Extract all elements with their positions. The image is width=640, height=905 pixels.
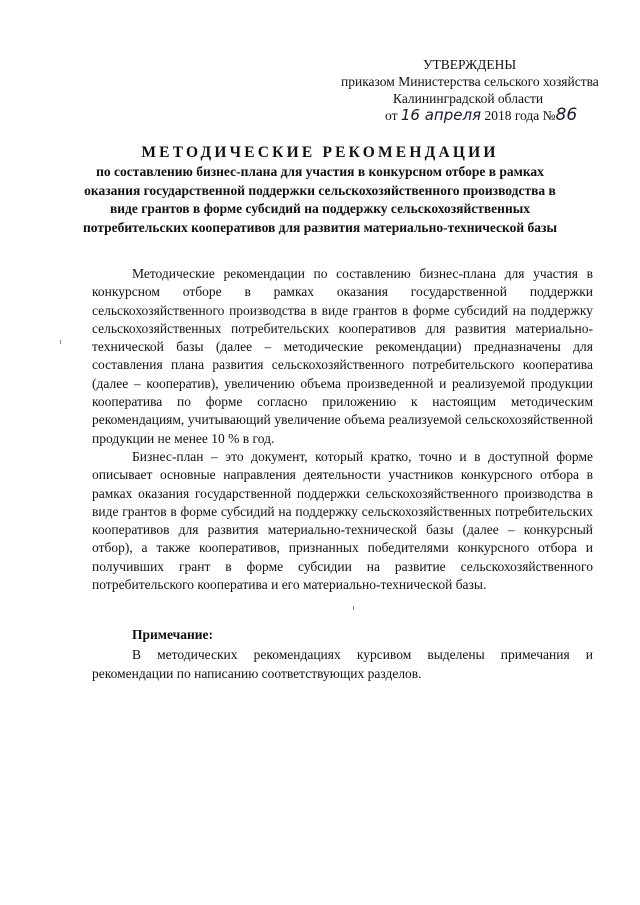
document-subtitle: по составлению бизнес-плана для участия в конкурсном отборе в рамках оказания государственной поддержки сельскохозяйственного производства в виде грантов в форме субсидий на поддержку сельскохозяйственных потребительских кооперативов для развития материально-технической базы xyxy=(83,164,557,235)
scan-speck xyxy=(60,340,61,344)
document-title: МЕТОДИЧЕСКИЕ РЕКОМЕНДАЦИИ xyxy=(141,144,499,161)
document-body xyxy=(92,265,593,594)
approval-date-line xyxy=(335,107,605,124)
approval-heading: УТВЕРЖДЕНЫ xyxy=(423,57,517,72)
body-paragraph-1: Методические рекомендации по составлению бизнес-плана для участия в конкурсном отборе в рамках оказания государственной поддержки сельскохозяйственного производства в виде грантов в форме субсидий на поддержку сельскохозяйственных потребительских кооперативов для развития материально-технической базы (далее – методические рекомендации) предназначены для составления плана развития сельскохозяйственного потребительского кооператива (далее – кооператив), увеличению объема произведенной и реализуемой продукции кооператива по форме согласно приложению к настоящим методическим рекомендациям, учитывающий увеличение объема реализуемой сельскохозяйственной продукции не менее 10 % в год. xyxy=(92,266,593,446)
note-heading: Примечание: xyxy=(132,627,214,642)
approval-order-line: приказом Министерства сельского хозяйства xyxy=(341,74,599,89)
note-section xyxy=(92,626,593,683)
handwritten-date: 16 апреля xyxy=(400,106,482,124)
approval-year-text: 2018 года № xyxy=(484,108,556,123)
approval-stamp xyxy=(335,56,605,124)
scan-speck xyxy=(353,606,354,610)
note-text: В методических рекомендациях курсивом выделены примечания и рекомендации по написанию соответствующих разделов. xyxy=(92,647,593,681)
approval-region-line: Калининградской области xyxy=(393,91,544,106)
body-paragraph-2: Бизнес-план – это документ, который кратко, точно и в доступной форме описывает основные направления деятельности участников конкурсного отбора в рамках оказания государственной поддержки сельскохозяйственного производства в виде грантов в форме субсидий на поддержку сельскохозяйственных потребительских кооперативов для развития материально-технической базы (далее – конкурсный отбор), а также кооперативов, признанных победителями конкурсного отбора и получивших грант в форме субсидии на развитие сельскохозяйственного потребительского кооператива и его материально-технической базы. xyxy=(92,448,593,593)
approval-date-prefix: от xyxy=(385,108,398,123)
handwritten-order-number: 86 xyxy=(555,105,578,125)
